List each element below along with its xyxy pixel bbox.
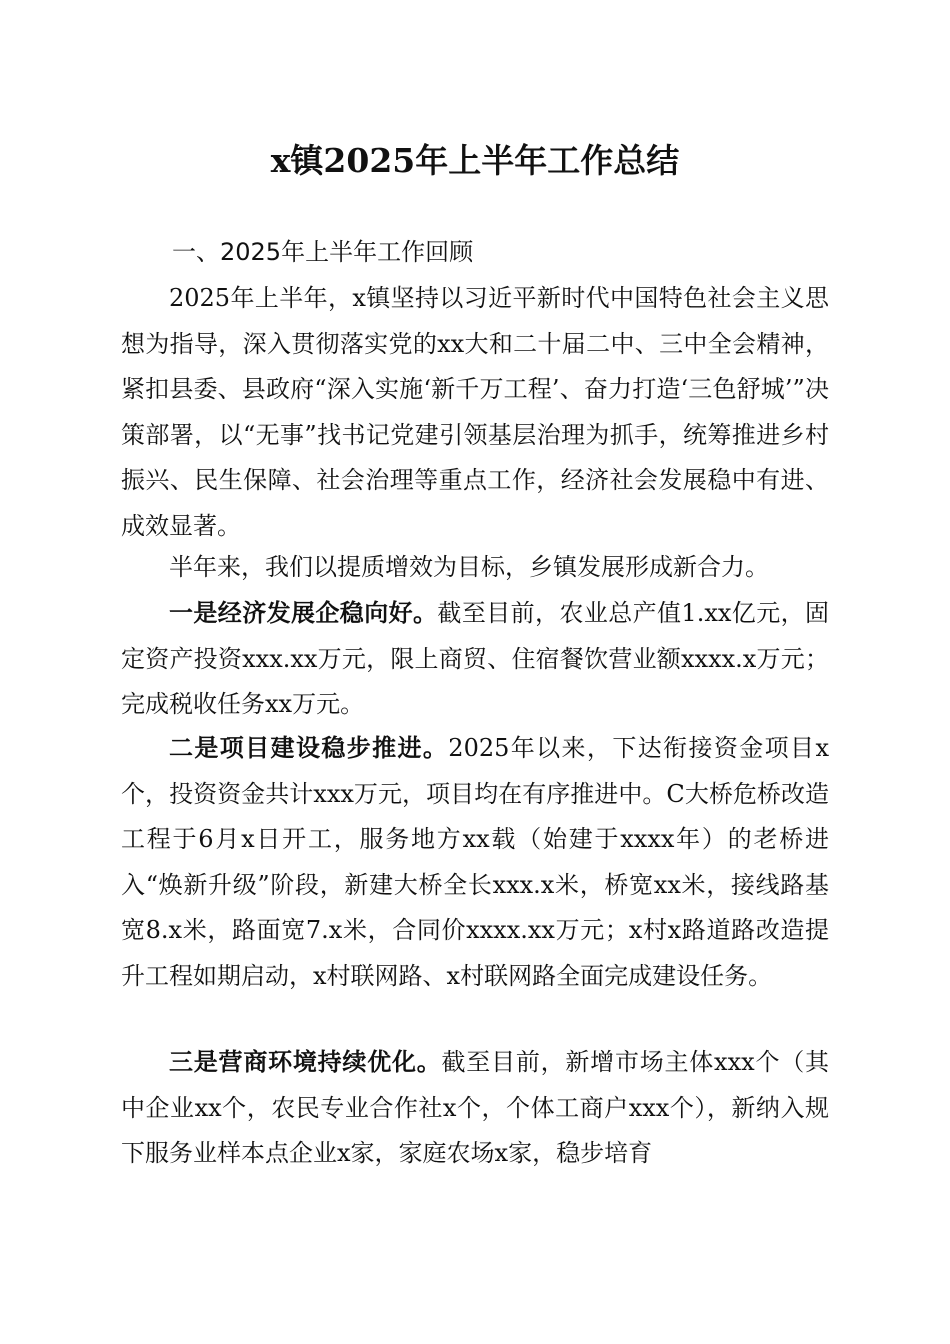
paragraph-economy <box>121 590 829 728</box>
document-title: x镇2025年上半年工作总结 <box>270 141 680 180</box>
paragraph-text: 半年来，我们以提质增效为目标，乡镇发展形成新合力。 <box>169 553 769 581</box>
section-heading: 一、2025年上半年工作回顾 <box>172 238 474 266</box>
paragraph-text: 截至目前，农业总产值1.xx亿元，固定资产投资xxx.xx万元，限上商贸、住宿餐饮营业额xxxx.x万元；完成税收任务xx万元。 <box>121 599 830 718</box>
paragraph-lead: 三是营商环境持续优化。 <box>169 1047 442 1076</box>
paragraph-lead: 一是经济发展企稳向好。 <box>169 598 438 627</box>
paragraph-text: 2025年以来，下达衔接资金项目x个，投资资金共计xxx万元，项目均在有序推进中。C大桥危桥改造工程于6月x日开工，服务地方xx载（始建于xxxx年）的老桥进入“焕新升级”阶段，新建大桥全长xxx.x米，桥宽xx米，接线路基宽8.x米，路面宽7.x米，合同价xxxx.xx万元；x村x路道路改造提升工程如期启动，x村联网路、x村联网路全面完成建设任务。 <box>121 734 829 990</box>
paragraph-business-environment <box>121 1039 829 1177</box>
paragraph-overview <box>121 275 829 549</box>
paragraph-text: 截至目前，新增市场主体xxx个（其中企业xx个，农民专业合作社x个，个体工商户xxx个），新纳入规下服务业样本点企业x家，家庭农场x家，稳步培育 <box>121 1048 829 1167</box>
paragraph-text: 2025年上半年，x镇坚持以习近平新时代中国特色社会主义思想为指导，深入贯彻落实党的xx大和二十届二中、三中全会精神，紧扣县委、县政府“深入实施‘新千万工程’、奋力打造‘三色舒城’”决策部署，以“无事”找书记党建引领基层治理为抓手，统筹推进乡村振兴、民生保障、社会治理等重点工作，经济社会发展稳中有进、成效显著。 <box>121 284 829 540</box>
paragraph-summary <box>121 544 829 591</box>
paragraph-projects <box>121 725 829 999</box>
paragraph-lead: 二是项目建设稳步推进。 <box>169 733 449 762</box>
